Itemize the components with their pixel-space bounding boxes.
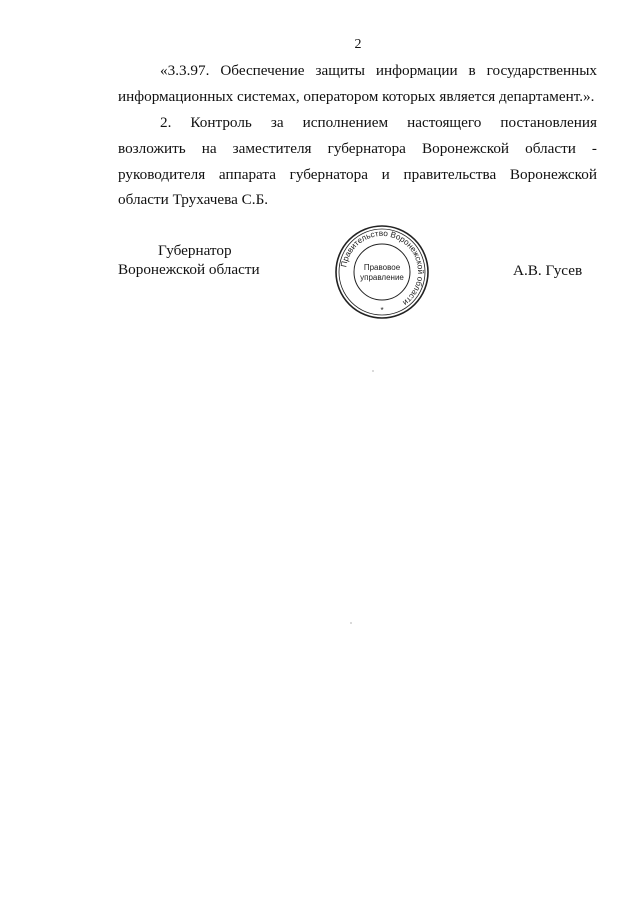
control-line-2: возложить на заместителя губернатора Воронежской области - [118,140,597,157]
control-line-4: области Трухачева С.Б. [118,191,269,208]
scan-speck [350,622,352,624]
seal-ring-text: Правительство Воронежской области [339,228,426,308]
clause-line-1: «3.3.97. Обеспечение защиты информации в государственных [160,62,597,79]
page-number: 2 [354,37,362,52]
official-seal [334,224,430,320]
seal-center-line-1: Правовое [363,263,401,272]
signatory-title-line-1: Губернатор [158,242,232,259]
clause-line-2: информационных системах, оператором которых является департамент.». [118,88,595,105]
signatory-title-line-2: Воронежской области [118,261,260,278]
scan-speck [372,370,374,372]
signatory-title [118,241,260,279]
seal-center-line-2: управление [360,273,404,282]
seal-star-icon: * [380,306,384,315]
signatory-name: А.В. Гусев [513,262,583,279]
control-line-3: руководителя аппарата губернатора и правительства Воронежской [118,166,597,183]
control-line-1: 2. Контроль за исполнением настоящего постановления [160,114,597,131]
